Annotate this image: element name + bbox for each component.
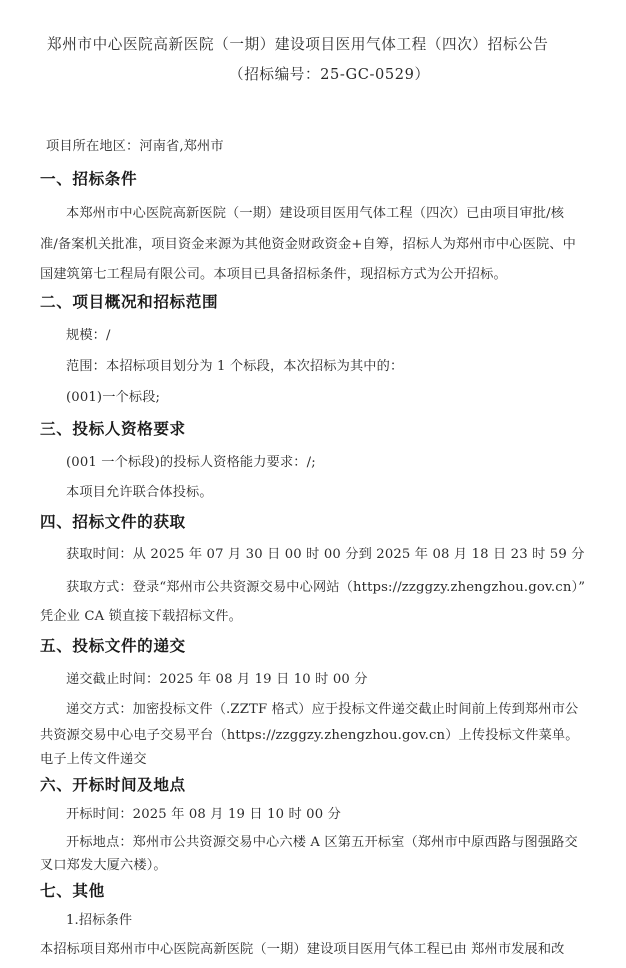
section-heading-submission: 五、投标文件的递交 bbox=[40, 637, 186, 655]
obtain-method: 获取方式：登录“郑州市公共资源交易中心网站（https://zzggzy.zhengzhou.gov.cn）” bbox=[66, 580, 586, 595]
project-scope: 范围：本招标项目划分为 1 个标段，本次招标为其中的： bbox=[66, 359, 404, 374]
project-scale: 规模：/ bbox=[66, 328, 111, 343]
section-heading-tender-conditions: 一、招标条件 bbox=[40, 170, 138, 188]
submission-method-note: 电子上传文件递交 bbox=[40, 752, 147, 767]
opening-place-continued: 叉口郑发大厦六楼）。 bbox=[40, 858, 167, 873]
consortium-note: 本项目允许联合体投标。 bbox=[66, 485, 213, 500]
submission-method-continued: 共资源交易中心电子交易平台（https://zzggzy.zhengzhou.gov.cn）上传投标文件菜单。 bbox=[40, 728, 579, 743]
opening-place: 开标地点：郑州市公共资源交易中心六楼 A 区第五开标室（郑州市中原西路与图强路交 bbox=[66, 835, 578, 850]
section-heading-project-overview: 二、项目概况和招标范围 bbox=[40, 293, 219, 311]
lot-item: (001)一个标段; bbox=[66, 390, 161, 405]
section-heading-bidder-qualification: 三、投标人资格要求 bbox=[40, 420, 186, 438]
section-heading-other: 七、其他 bbox=[40, 882, 105, 900]
opening-time: 开标时间：2025 年 08 月 19 日 10 时 00 分 bbox=[66, 807, 341, 822]
project-location: 项目所在地区：河南省,郑州市 bbox=[46, 139, 224, 154]
submission-deadline: 递交截止时间：2025 年 08 月 19 日 10 时 00 分 bbox=[66, 672, 368, 687]
paragraph-line: 本郑州市中心医院高新医院（一期）建设项目医用气体工程（四次）已由项目审批/核 bbox=[66, 206, 565, 221]
obtain-method-continued: 凭企业 CA 锁直接下载招标文件。 bbox=[40, 609, 242, 624]
notice-title: 郑州市中心医院高新医院（一期）建设项目医用气体工程（四次）招标公告 bbox=[47, 36, 549, 53]
paragraph-line: 本招标项目郑州市中心医院高新医院（一期）建设项目医用气体工程已由 郑州市发展和改 bbox=[40, 942, 565, 957]
paragraph-line: 国建筑第七工程局有限公司。本项目已具备招标条件，现招标方式为公开招标。 bbox=[40, 267, 507, 282]
tender-number: （招标编号：25-GC-0529） bbox=[229, 66, 430, 83]
obtain-time: 获取时间：从 2025 年 07 月 30 日 00 时 00 分到 2025 年 08 月 18 日 23 时 59 分 bbox=[66, 547, 585, 562]
section-heading-obtain-documents: 四、招标文件的获取 bbox=[40, 513, 186, 531]
submission-method: 递交方式：加密投标文件（.ZZTF 格式）应于投标文件递交截止时间前上传到郑州市公 bbox=[66, 702, 579, 717]
section-heading-bid-opening: 六、开标时间及地点 bbox=[40, 776, 186, 794]
qualification-requirement: (001 一个标段)的投标人资格能力要求：/; bbox=[66, 455, 316, 470]
other-item: 1.招标条件 bbox=[66, 913, 133, 928]
paragraph-line: 准/备案机关批准，项目资金来源为其他资金财政资金+自筹，招标人为郑州市中心医院、中 bbox=[40, 237, 576, 252]
